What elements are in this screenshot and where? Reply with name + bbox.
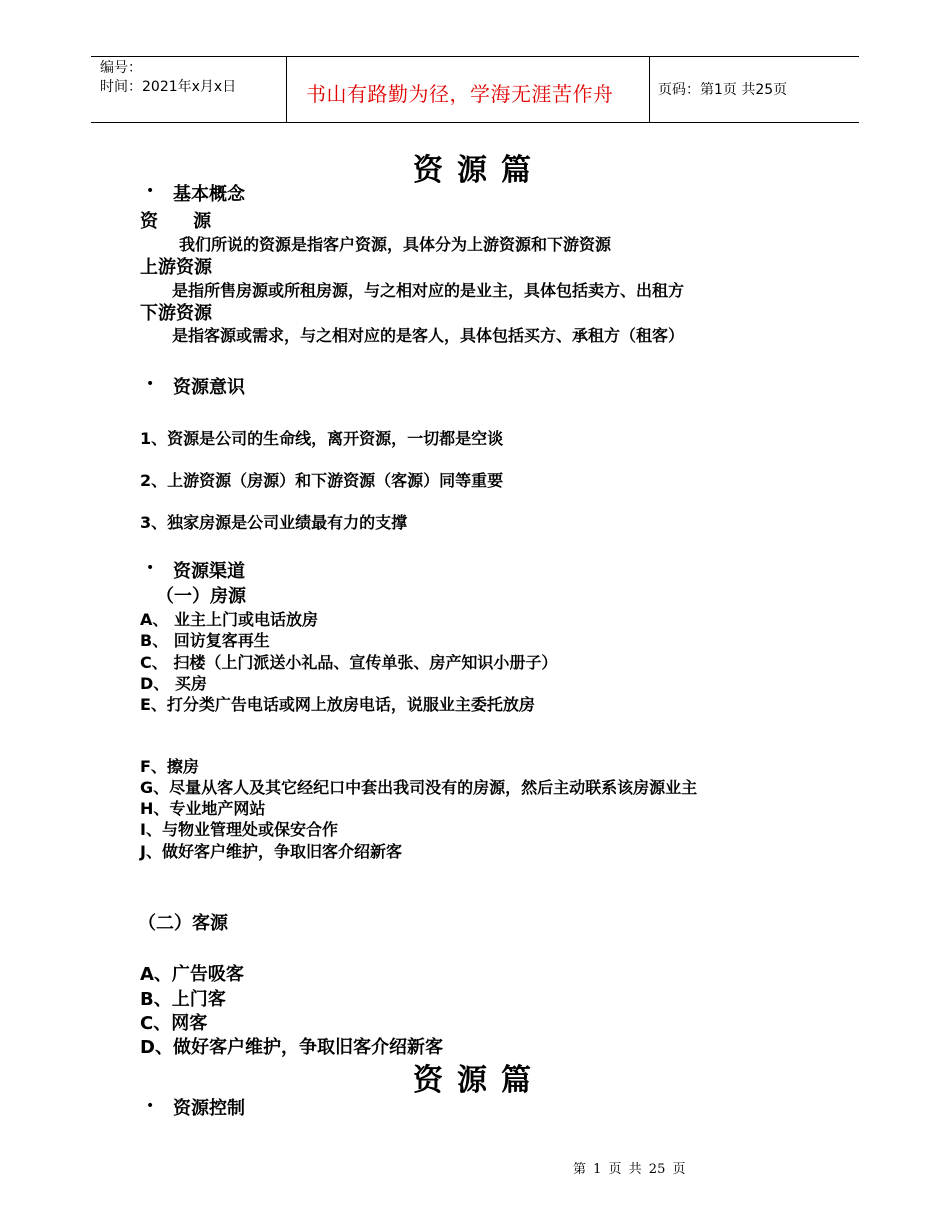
housing-item: D、 买房 (140, 674, 207, 693)
header-divider-right (649, 57, 650, 123)
page-footer: 第 1 页 共 25 页 (573, 1162, 686, 1177)
housing-item: G、尽量从客人及其它经纪口中套出我司没有的房源，然后主动联系该房源业主 (140, 778, 698, 797)
header-divider-left (286, 57, 287, 123)
header-time-label: 时间：2021年x月x日 (100, 79, 237, 95)
page-title: 资源篇 (413, 153, 545, 188)
housing-item: H、专业地产网站 (140, 799, 266, 818)
bullet-basic: • (146, 183, 155, 199)
def-upstream: 是指所售房源或所租房源，与之相对应的是业主，具体包括卖方、出租方 (172, 281, 685, 300)
header-motto: 书山有路勤为径，学海无涯苦作舟 (306, 82, 614, 106)
heading-resource-control: 资源控制 (173, 1098, 245, 1119)
bullet-awareness: • (146, 376, 155, 392)
subheading-clients: （二）客源 (138, 913, 228, 934)
housing-item: I、与物业管理处或保安合作 (140, 820, 338, 839)
page-title-repeat: 资源篇 (413, 1063, 545, 1098)
bullet-control: • (146, 1098, 155, 1114)
header-page-info: 页码：第1页 共25页 (658, 82, 788, 98)
housing-item: J、做好客户维护，争取旧客介绍新客 (140, 842, 402, 861)
awareness-item: 3、独家房源是公司业绩最有力的支撑 (140, 513, 408, 532)
housing-item: B、 回访复客再生 (140, 631, 270, 650)
bullet-channels: • (146, 560, 155, 576)
header-bottom-rule (91, 122, 859, 123)
client-item: B、上门客 (140, 989, 226, 1010)
term-upstream: 上游资源 (140, 257, 212, 278)
housing-item: C、 扫楼（上门派送小礼品、宣传单张、房产知识小册子） (140, 653, 558, 672)
header-top-rule (91, 56, 859, 57)
housing-item: A、 业主上门或电话放房 (140, 610, 318, 629)
client-item: A、广告吸客 (140, 964, 244, 985)
heading-resource-channels: 资源渠道 (173, 561, 245, 582)
term-downstream: 下游资源 (140, 303, 212, 324)
heading-basic-concepts: 基本概念 (173, 184, 245, 205)
header-number-label: 编号： (100, 60, 142, 76)
def-resource: 我们所说的资源是指客户资源，具体分为上游资源和下游资源 (179, 235, 612, 254)
awareness-item: 2、上游资源（房源）和下游资源（客源）同等重要 (140, 471, 504, 490)
awareness-item: 1、资源是公司的生命线，离开资源，一切都是空谈 (140, 429, 504, 448)
heading-resource-awareness: 资源意识 (173, 377, 245, 398)
client-item: D、做好客户维护，争取旧客介绍新客 (140, 1037, 443, 1058)
subheading-housing: （一）房源 (156, 586, 246, 607)
housing-item: F、擦房 (140, 757, 199, 776)
housing-item: E、打分类广告电话或网上放房电话，说服业主委托放房 (140, 695, 535, 714)
term-resource: 资 源 (140, 211, 214, 232)
client-item: C、网客 (140, 1013, 208, 1034)
def-downstream: 是指客源或需求，与之相对应的是客人，具体包括买方、承租方（租客） (172, 326, 685, 345)
